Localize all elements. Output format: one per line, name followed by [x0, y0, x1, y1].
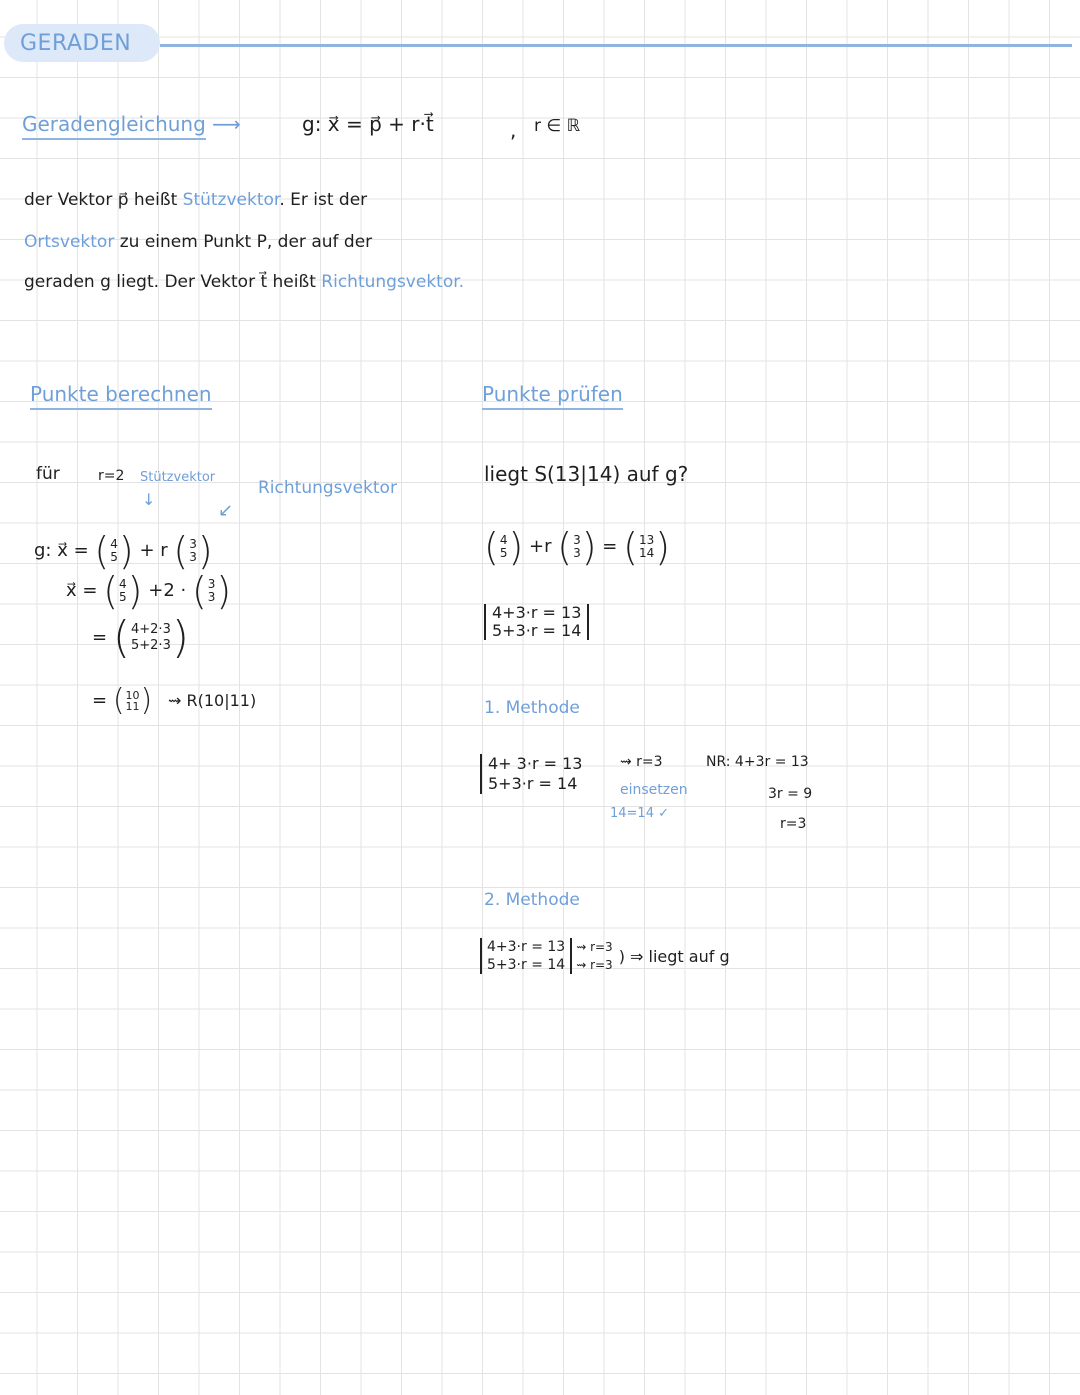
heading-method-1: 1. Methode — [484, 698, 580, 718]
equation-label — [22, 112, 241, 136]
heading-punkte-pruefen — [482, 382, 623, 406]
vector-entry: 3 — [207, 590, 216, 604]
arrow-down-icon: ↓ — [142, 490, 156, 509]
vector-entry: 14 — [638, 546, 655, 560]
vector-t: ( 3 3 ) — [557, 525, 597, 569]
calc-line-2 — [66, 569, 232, 613]
vector-entry: 3 — [573, 533, 581, 547]
vector-entry: 11 — [125, 700, 140, 713]
definition-line-3 — [24, 272, 464, 292]
vector-entry: 5 — [110, 550, 118, 564]
label-fuer: für — [36, 464, 60, 484]
system-row: 4+3·r = 13 — [487, 939, 566, 955]
vector-entry: 5+2·3 — [131, 638, 171, 653]
vector-entry: 4+2·3 — [131, 622, 171, 637]
definition-text: der Vektor p⃗ heißt — [24, 190, 178, 210]
vector-entry: 3 — [189, 550, 197, 564]
page-title: GERADEN — [20, 30, 132, 56]
vector-entry: 4 — [110, 537, 118, 551]
method-2-conclusion: ) ⇒ liegt auf g — [618, 946, 730, 966]
method-2-block — [480, 938, 730, 974]
definition-line-2 — [24, 232, 372, 252]
vector-entry: 4 — [499, 533, 508, 547]
heading-text: Punkte berechnen — [30, 382, 212, 410]
definition-text: zu einem Punkt P, der auf der — [119, 232, 373, 252]
title-rule — [160, 44, 1072, 47]
system-row: 4+ 3·r = 13 — [488, 754, 583, 773]
vector-p: ( 4 5 ) — [103, 569, 143, 613]
calc-line-1 — [34, 529, 213, 573]
method-1-solution: ⇝ r=3 — [620, 754, 663, 770]
calc-line-4 — [92, 683, 257, 718]
line-equation: g: x⃗ = p⃗ + r·t⃗ — [302, 112, 434, 136]
calc-operator: +r — [529, 536, 552, 557]
method-1-check: 14=14 ✓ — [610, 806, 670, 821]
calc-equals: = — [92, 690, 108, 711]
vector-entry: 10 — [125, 689, 140, 702]
calc-operator: + r — [139, 540, 168, 561]
system-row: 5+3·r = 14 — [488, 774, 578, 793]
system-solution: ⇝ r=3 — [576, 940, 613, 954]
calc-prefix: x⃗ = — [66, 580, 98, 601]
system-row: 4+3·r = 13 — [492, 603, 582, 622]
vector-entry: 13 — [638, 533, 655, 547]
vector-entry: 4 — [119, 577, 127, 591]
equation-label-text: Geradengleichung — [22, 112, 206, 140]
heading-punkte-berechnen — [30, 382, 212, 406]
annotation-richtungsvektor: Richtungsvektor — [258, 478, 397, 498]
vector-result: ( 10 11 ) — [112, 683, 153, 718]
calc-prefix: g: x⃗ = — [34, 540, 89, 561]
vector-sum: ( 4+2·3 5+2·3 ) — [112, 612, 190, 663]
system-solution: ⇝ r=3 — [576, 958, 613, 972]
heading-text: Punkte prüfen — [482, 382, 623, 410]
method-1-system — [480, 754, 582, 794]
parameter-domain: r ∈ ℝ — [534, 116, 581, 136]
calc-operator: +2 · — [148, 580, 187, 601]
vector-entry: 3 — [207, 577, 216, 591]
system-row: 5+3·r = 14 — [492, 621, 582, 640]
side-calc-line-3: r=3 — [780, 816, 807, 832]
vector-t: ( 3 3 ) — [173, 529, 213, 573]
vector-entry: 3 — [189, 537, 197, 551]
check-equation — [484, 525, 671, 569]
page-title-badge — [4, 24, 160, 62]
calc-equals: = — [92, 627, 108, 648]
side-calc-line-1: NR: 4+3r = 13 — [706, 754, 809, 770]
system-row: 5+3·r = 14 — [487, 957, 566, 973]
definition-line-1 — [24, 190, 367, 210]
side-calc-line-2: 3r = 9 — [768, 786, 813, 802]
vector-entry: 5 — [119, 590, 127, 604]
result-point: ⇝ R(10|11) — [168, 691, 257, 710]
calc-line-3 — [92, 612, 190, 663]
question-line: liegt S(13|14) auf g? — [484, 462, 689, 486]
equation-arrow: ⟶ — [212, 112, 241, 136]
arrow-down-left-icon: ↙ — [218, 500, 234, 521]
vector-s: ( 13 14 ) — [623, 525, 671, 569]
vector-t: ( 3 3 ) — [191, 569, 232, 613]
annotation-stuetzvektor: Stützvektor — [140, 470, 216, 485]
heading-method-2: 2. Methode — [484, 890, 580, 910]
term-ortsvektor: Ortsvektor — [24, 232, 115, 252]
vector-p: ( 4 5 ) — [94, 529, 134, 573]
equation-comma: , — [510, 118, 517, 142]
equation-system — [484, 604, 589, 640]
definition-text: . Er ist der — [279, 190, 368, 210]
vector-entry: 5 — [499, 546, 508, 560]
term-stuetzvektor: Stützvektor — [182, 190, 280, 210]
vector-entry: 3 — [573, 546, 581, 560]
vector-p: ( 4 5 ) — [484, 525, 524, 569]
definition-text: geraden g liegt. Der Vektor t⃗ heißt — [24, 272, 316, 292]
calc-equals: = — [602, 536, 618, 557]
method-1-insert: einsetzen — [620, 782, 688, 798]
label-r-value: r=2 — [98, 468, 125, 484]
term-richtungsvektor: Richtungsvektor. — [321, 272, 465, 292]
